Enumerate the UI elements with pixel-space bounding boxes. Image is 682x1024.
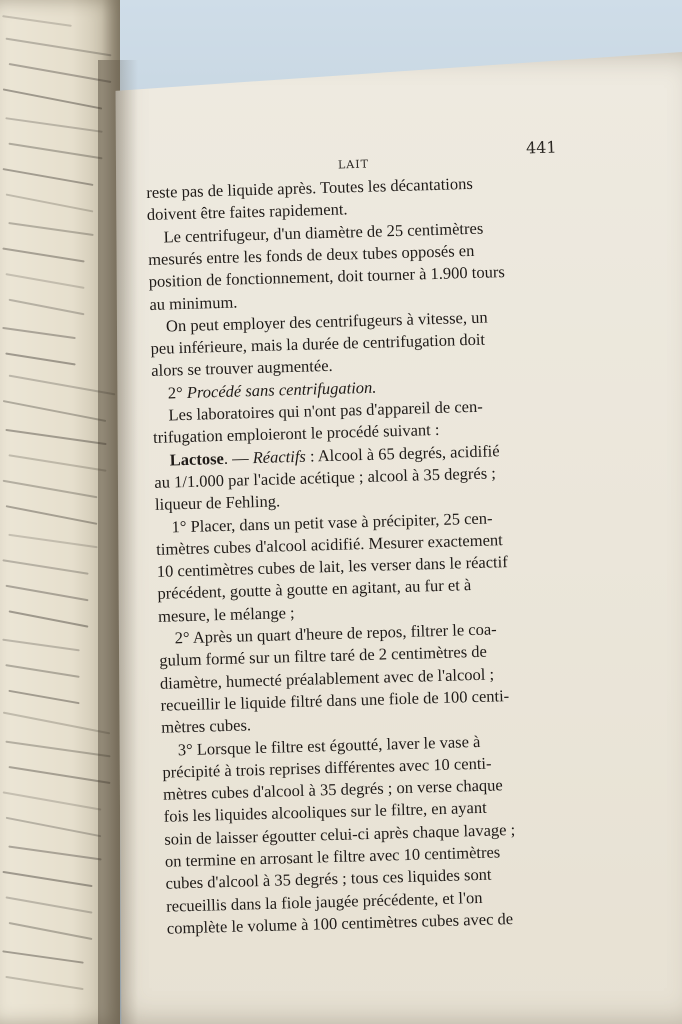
left-page-text-smudge xyxy=(8,766,110,784)
left-page-text-smudge xyxy=(3,480,98,499)
left-page-text-smudge xyxy=(9,610,89,627)
left-page-text-smudge xyxy=(6,194,94,213)
left-page-text-smudge xyxy=(5,896,92,913)
gutter-shadow xyxy=(98,60,138,1024)
text-line xyxy=(161,714,251,738)
running-head: LAIT xyxy=(337,157,370,172)
text-run: Réactifs xyxy=(252,446,307,467)
text-run: timètres cubes d'alcool acidifié. Mesurer exactement xyxy=(155,529,503,559)
left-page-text-smudge xyxy=(2,248,84,263)
text-run: mesure, le mélange ; xyxy=(157,602,295,626)
left-page-text-smudge xyxy=(2,871,92,887)
left-page-text-smudge xyxy=(5,664,79,678)
text-run: Procédé sans centrifugation. xyxy=(186,377,377,402)
text-run: précédent, goutte à goutte en agitant, au fur et à xyxy=(157,575,472,604)
left-page-text-smudge xyxy=(8,690,79,704)
left-page-text-smudge xyxy=(5,741,110,758)
left-page-text-smudge xyxy=(8,222,93,236)
text-run: gulum formé sur un filtre taré de 2 centimètres de xyxy=(159,641,488,671)
text-run: doivent être faites rapidement. xyxy=(146,199,348,225)
left-page-text-smudge xyxy=(8,454,106,471)
text-run: recueillir le liquide filtré dans une fiole de 100 centi- xyxy=(160,685,510,715)
text-run: recueillis dans la fiole jaugée précédente, et l'on xyxy=(165,887,483,916)
left-page-text-smudge xyxy=(9,63,112,83)
text-run: fois les liquides alcooliques sur le filtre, en ayant xyxy=(163,798,487,827)
text-run: Les laboratoires qui n'ont pas d'appareil de cen- xyxy=(168,396,483,425)
text-run: position de fonctionnement, doit tourner à 1.900 tours xyxy=(148,262,505,292)
left-page-text-smudge xyxy=(5,117,102,133)
left-page-text-smudge xyxy=(5,585,88,602)
text-run: 2° xyxy=(167,382,188,403)
text-line xyxy=(155,491,281,516)
text-run: au 1/1.000 par l'acide acétique ; alcool à 35 degrés ; xyxy=(154,463,497,492)
text-run: Lactose xyxy=(169,448,225,470)
left-page-text-smudge xyxy=(5,273,84,289)
left-page-text-smudge xyxy=(2,15,72,27)
left-page-text-smudge xyxy=(2,950,83,963)
text-run: 1° Placer, dans un petit vase à précipiter, 25 cen- xyxy=(171,507,493,536)
left-page-text-smudge xyxy=(6,817,102,837)
text-run: on termine en arrosant le filtre avec 10 centimètres xyxy=(164,842,501,871)
left-page-text-smudge xyxy=(9,299,85,316)
text-run: . — xyxy=(223,447,253,468)
left-page-text-smudge xyxy=(3,88,103,109)
text-run: diamètre, humecté préalablement avec de l'alcool ; xyxy=(159,664,495,693)
left-page-text-smudge xyxy=(8,534,97,549)
text-run: mètres cubes d'alcool à 35 degrés ; on verse chaque xyxy=(162,775,503,804)
text-run: reste pas de liquide après. Toutes les décantations xyxy=(146,173,474,202)
text-run: mètres cubes. xyxy=(160,715,252,737)
text-run: : Alcool à 65 degrés, acidifié xyxy=(305,440,500,466)
text-run: 2° Après un quart d'heure de repos, filtrer le coa- xyxy=(174,619,497,648)
text-run: 10 centimètres cubes de lait, les verser dans le réactif xyxy=(156,552,508,581)
left-page-text-smudge xyxy=(9,922,93,940)
page-number: 441 xyxy=(525,137,557,158)
left-page-text-smudge xyxy=(3,791,102,810)
left-page-text-smudge xyxy=(5,976,83,990)
text-run: complète le volume à 100 centimètres cubes avec de xyxy=(166,908,514,938)
text-run: soin de laisser égoutter celui-ci après chaque lavage ; xyxy=(164,819,516,849)
left-page-text-smudge xyxy=(3,712,110,735)
left-page-text-smudge xyxy=(5,429,106,445)
text-run: alors se trouver augmentée. xyxy=(151,356,333,381)
left-page-text-smudge xyxy=(5,352,75,365)
text-run: peu inférieure, mais la durée de centrifugation doit xyxy=(150,329,486,359)
text-run: trifugation emploieront le procédé suivant : xyxy=(152,420,440,448)
left-page-text-smudge xyxy=(2,639,80,652)
left-page-text-smudge xyxy=(3,400,106,422)
left-page-text-smudge xyxy=(3,168,94,186)
text-line xyxy=(149,291,238,315)
left-page-text-smudge xyxy=(8,143,102,160)
text-run: mesurés entre les fonds de deux tubes opposés en xyxy=(147,240,475,269)
left-page-text-smudge xyxy=(6,38,112,57)
text-run: cubes d'alcool à 35 degrés ; tous ces liquides sont xyxy=(165,864,492,894)
text-run: Le centrifugeur, d'un diamètre de 25 centimètres xyxy=(163,218,484,247)
text-run: 3° Lorsque le filtre est égoutté, laver le vase à xyxy=(177,731,481,759)
text-run: On peut employer des centrifugeurs à vitesse, un xyxy=(165,307,488,336)
text-run: au minimum. xyxy=(149,291,238,314)
left-page-text-smudge xyxy=(8,845,101,860)
left-page-text-smudge xyxy=(6,505,98,525)
left-page-text-smudge xyxy=(2,559,88,575)
left-page-text-smudge xyxy=(2,327,76,339)
text-run: précipité à trois reprises différentes avec 10 centi- xyxy=(162,753,492,782)
text-run: liqueur de Fehling. xyxy=(154,491,281,515)
